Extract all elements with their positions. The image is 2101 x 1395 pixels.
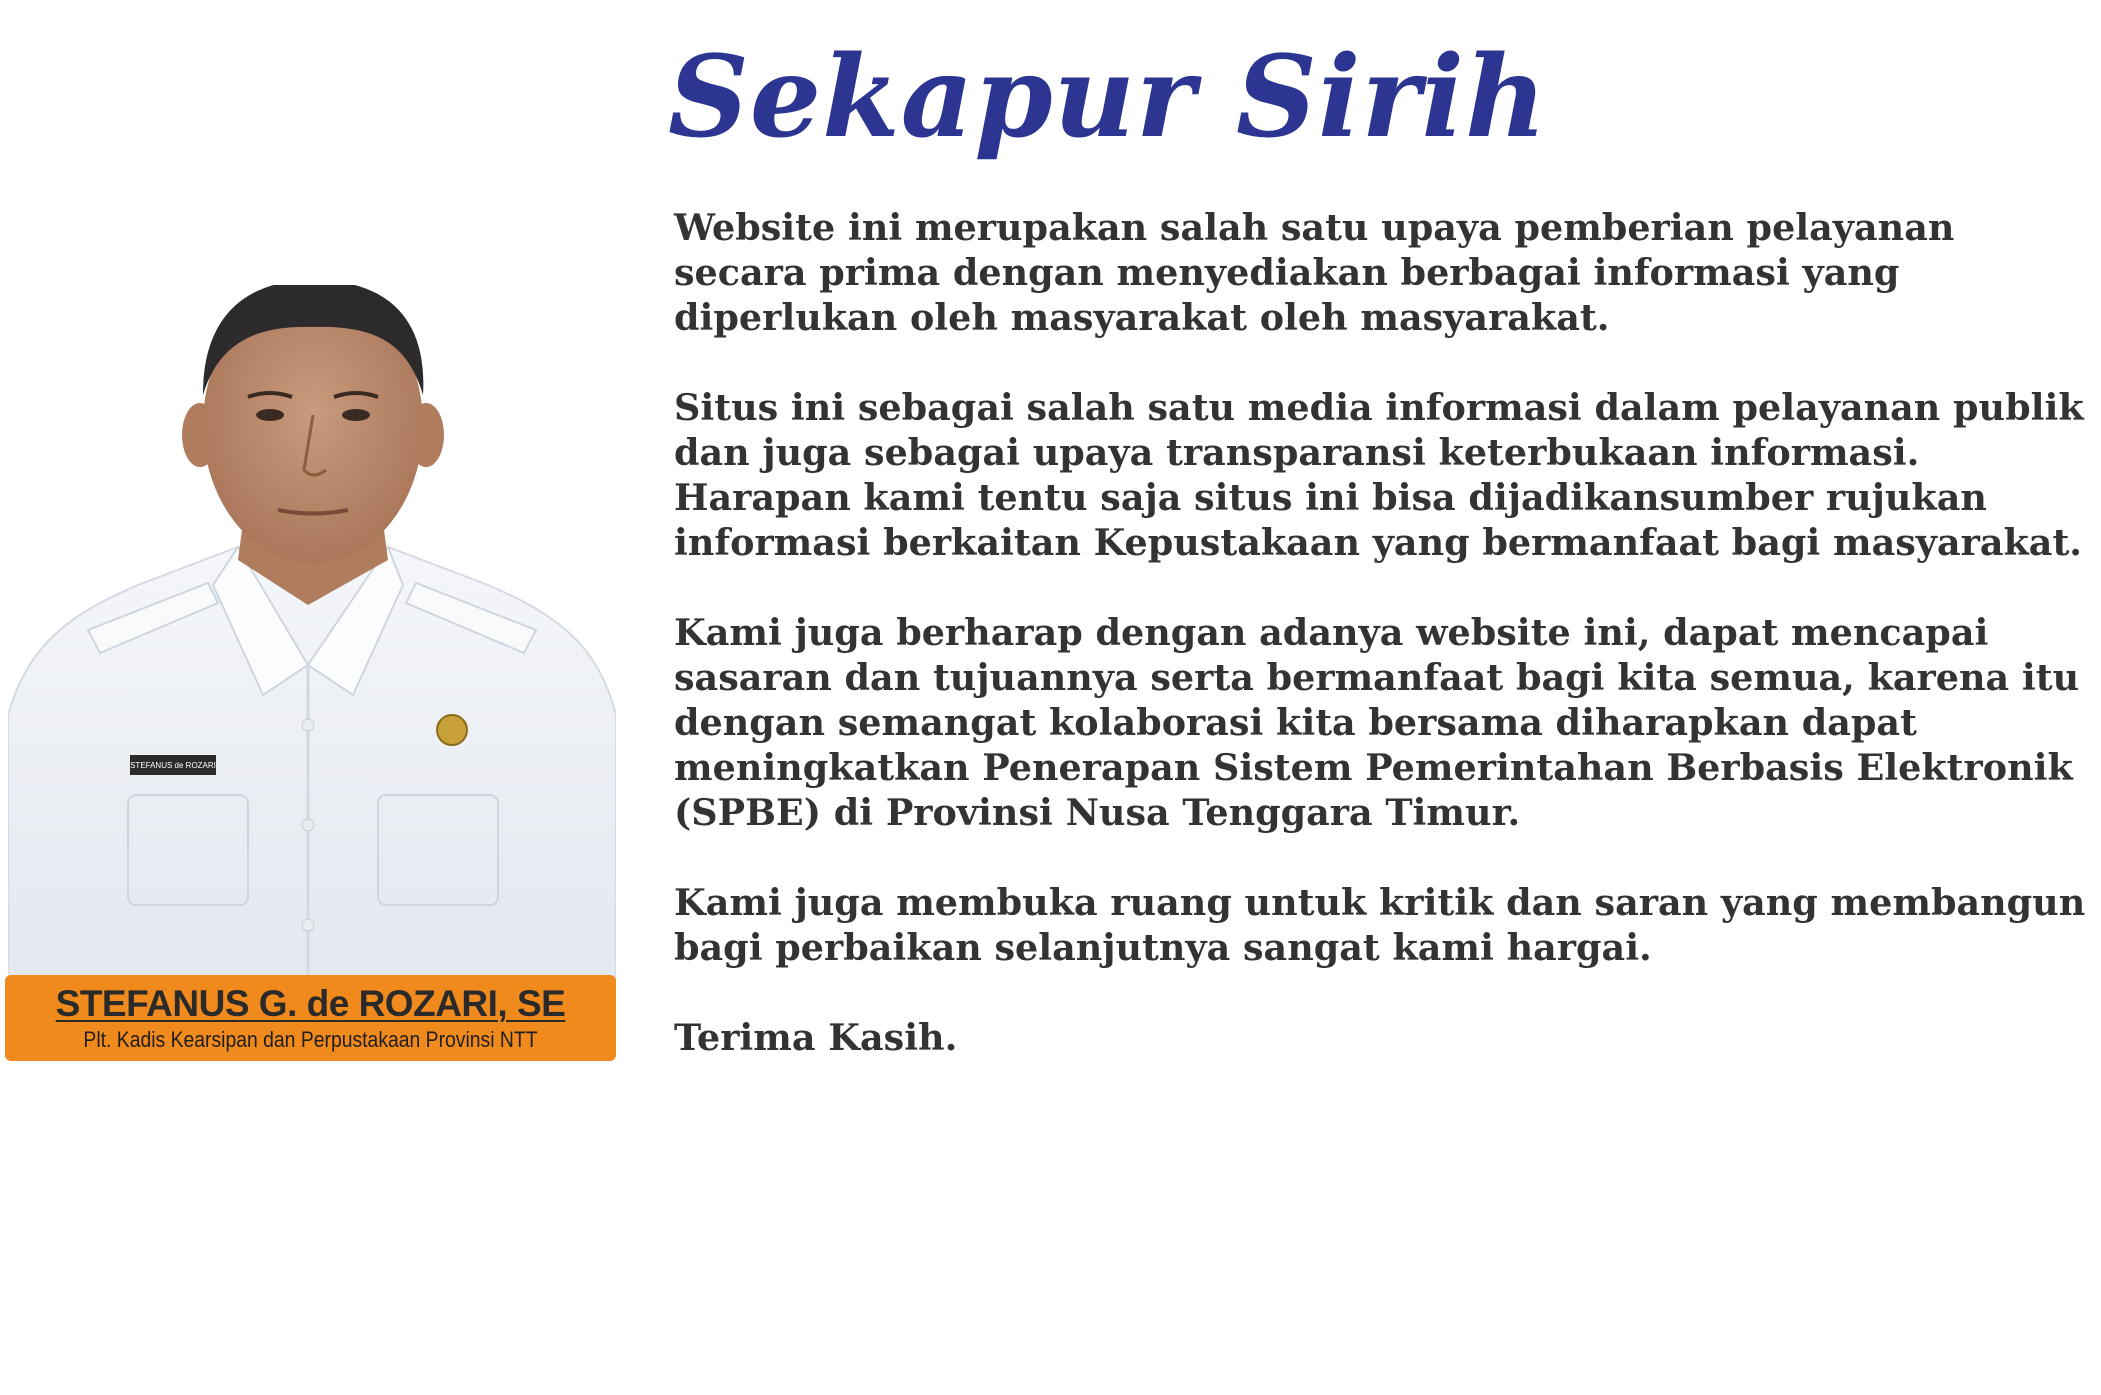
text-line: Terima Kasih. — [674, 1016, 958, 1059]
text-line: informasi berkaitan Kepustakaan yang bermanfaat bagi masyarakat. — [674, 521, 2083, 564]
paragraph — [674, 610, 2084, 835]
text-line: secara prima dengan menyediakan berbagai informasi yang — [674, 251, 1900, 294]
text-line: meningkatkan Penerapan Sistem Pemerintahan Berbasis Elektronik — [674, 746, 2073, 789]
official-name: STEFANUS G. de ROZARI, SE — [55, 983, 566, 1024]
text-line: dengan semangat kolaborasi kita bersama diharapkan dapat — [674, 701, 1917, 744]
closing-line — [674, 1015, 2084, 1060]
text-line: Kami juga berharap dengan adanya website ini, dapat mencapai — [674, 611, 1989, 654]
shirt-name-tag: STEFANUS de ROZARI — [130, 761, 216, 770]
text-line: Situs ini sebagai salah satu media informasi dalam pelayanan publik — [674, 386, 2084, 429]
text-line: Website ini merupakan salah satu upaya pemberian pelayanan — [674, 206, 1955, 249]
paragraph — [674, 385, 2084, 565]
official-portrait — [8, 285, 616, 1005]
paragraph — [674, 205, 2084, 340]
text-line: dan juga sebagai upaya transparansi keterbukaan informasi. — [674, 431, 1920, 474]
welcome-message — [674, 205, 2084, 1105]
official-role: Plt. Kadis Kearsipan dan Perpustakaan Provinsi NTT — [83, 1027, 538, 1052]
name-banner — [5, 975, 616, 1061]
page-title: Sekapur Sirih — [668, 32, 1548, 163]
text-line: diperlukan oleh masyarakat oleh masyarakat. — [674, 296, 1610, 339]
text-line: sasaran dan tujuannya serta bermanfaat bagi kita semua, karena itu — [674, 656, 2080, 699]
text-line: Kami juga membuka ruang untuk kritik dan saran yang membangun — [674, 881, 2086, 924]
text-line: Harapan kami tentu saja situs ini bisa dijadikansumber rujukan — [674, 476, 1987, 519]
paragraph — [674, 880, 2084, 970]
text-line: (SPBE) di Provinsi Nusa Tenggara Timur. — [674, 791, 1521, 834]
text-line: bagi perbaikan selanjutnya sangat kami hargai. — [674, 926, 1652, 969]
